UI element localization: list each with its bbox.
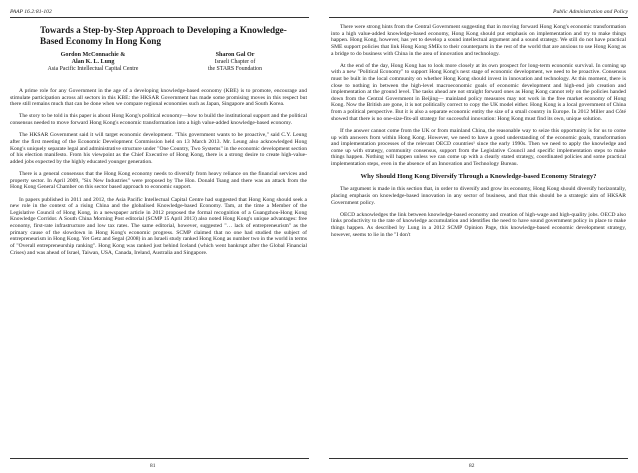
- paragraph: OECD acknowledges the link between knowledge-based economy and creation of high-wage and high-quality jobs. OECD also links productivity to the rate of knowledge accumulation and identifies the need to have sound government policy in place to make things happen. As described by Lung in a 2012 SCMP Opinion Page, this knowledge-based economic development strategy, however, seems to lie in the "I don't: [331, 211, 626, 238]
- left-body: [10, 88, 307, 262]
- header-rule-left: [10, 17, 309, 18]
- author-name: Alan K. L. Lung: [71, 59, 115, 65]
- page-number-left: 81: [150, 463, 156, 469]
- running-head-right: Public Administration and Policy: [553, 9, 628, 15]
- paragraph: In papers published in 2011 and 2012, the Asia Pacific Intellectual Capital Centre had suggested that Hong Kong should seek a new role in the context of a rising China and the globalised Knowledge-based Economy. Tam, at the time a Member of the Legislative Council of Hong Kong, in a newspaper article in 2012 proposed the formal recognition of a Guangzhou-Hong Kong Knowledge Corridor. A South China Morning Post editorial (SCMP 15 April 2013) also noted Hong Kong's unique advantages: free economy, first-rate infrastructure and low tax rates. The same editorial, however, suggested "… lack of entrepreneurism" as the primary cause of the slowdown in Hong Kong's economic progress. SCMP claimed that no one had studied the subject of entrepreneurism in Hong Kong. Yet Getz and Segal (2008) in an Israeli study ranked Hong Kong as number two in the world in terms of "Overall entrepreneurship ranking". Hong Kong was ranked just behind Iceland (which went bankrupt after the Global Financial Crises) and was ahead of Israel, Taiwan, USA, Canada, Ireland, Australia and Singapore.: [10, 196, 307, 256]
- paragraph: The HKSAR Government said it will target economic development. "This government wants to be proactive," said C.Y. Leung after the first meeting of the Economic Development Commission held on 13 March 2013. Mr. Leung also acknowledged Hong Kong's uniquely separate legal and administrative structure under "One Country, Two Systems" in the economic development section of his election manifesto. From his viewpoint as the Chief Executive of Hong Kong, there is a strong desire to create high-value-added jobs expected by the highly educated younger generation.: [10, 132, 307, 165]
- paragraph: The argument is made in this section that, in order to diversify and grow its economy, Hong Kong should diversify horizontally, placing emphasis on knowledge-based innovation in any sector of business, and that this should be a strategic aim of HKSAR Government policy.: [331, 186, 626, 206]
- right-body: [331, 24, 626, 244]
- paragraph: There were strong hints from the Central Government suggesting that in moving forward Hong Kong's economic transformation into a high value-added knowledge-based economy, Hong Kong should put emphasis on implementation and try to make things happen. Hong Kong, however, has yet to develop a sound intellectual argument and a sound strategy. We still do not have practical SME support policies that link Hong Kong SMEs to their counterparts in the rest of the world that are anxious to use Hong Kong as a bridge to do business with China in the area of innovation and technology.: [331, 24, 626, 57]
- footer-rule-right: [329, 458, 628, 459]
- right-page: [319, 0, 638, 473]
- page-number-right: 82: [469, 463, 475, 469]
- section-heading: Why Should Hong Kong Diversify Through a Knowledge-based Economy Strategy?: [360, 173, 597, 181]
- paragraph: The story to be told in this paper is about Hong Kong's political economy—how to build the institutional support and the political consensus needed to move forward Hong Kong's economic transformation into a high value-added knowledge-based economy.: [10, 113, 307, 127]
- author-name: Gordon McConnachie &: [60, 52, 126, 58]
- paper-title: Towards a Step-by-Step Approach to Developing a Knowledge-Based Economy In Hong Kong: [40, 25, 287, 46]
- author-block-2: [180, 52, 290, 73]
- paragraph: At the end of the day, Hong Kong has to look more closely at its own prospect for long-term economic survival. In coming up with a new "Political Economy" to support Hong Kong's next stage of economic development, we need to be proactive. Consensus must be built in the local community on whether Hong Kong should invest in innovation and technology. At this moment, there is close to nothing in between the high-level macroeconomic goals of economic development and high-end job creation and implementation at the ground level. The tasks ahead are not straight forward ones as Hong Kong cannot rely on the policies handed down from the Central Government in Beijing— mainland policy measures may not work in the free market economy of Hong Kong. Now the British are gone, it is not politically correct to copy the UK model either. Hong Kong is a local government of China from a political perspective. But it is also a separate economic entity the size of a small country in Europe. In 2012 Miller and Côté showed that there is no one-size-fits-all strategy for successful innovation: Hong Kong must find its own, unique solution.: [331, 62, 626, 122]
- author-affiliation: Israeli Chapter of: [214, 59, 256, 65]
- paragraph: If the answer cannot come from the UK or from mainland China, the reasonable way to seize this opportunity is for us to come up with answers from within Hong Kong. However, we need to have a good understanding of the economic goals, transformation and implementation processes of the relevant OECD countries¹ since the early 1990s. Then we need to apply the knowledge and come up with strategy, community consensus, support from the Legislative Council and specific implementation steps to make things happen. Nothing will happen unless we can come up with a clearly stated strategy, coordinated policies and some practical implementation steps, even in the absence of an Innovation and Technology Bureau.: [331, 127, 626, 168]
- running-head-left: PAAP 16.2:81-102: [10, 9, 52, 15]
- header-rule-right: [329, 17, 628, 18]
- paragraph: A prime role for any Government in the age of a developing knowledge-based economy (KBE) is to promote, encourage and stimulate participation across all sectors in this KBE: the HKSAR Government has made some promising moves in this respect but there still remains much that can be done when we compare regional economies such as Japan, Singapore and South Korea.: [10, 88, 307, 108]
- author-name: Sharon Gal Or: [215, 52, 255, 58]
- author-affiliation: the STARS Foundation: [208, 66, 262, 72]
- footer-rule-left: [10, 458, 309, 459]
- paragraph: There is a general consensus that the Hong Kong economy needs to diversify from heavy reliance on the financial services and property sector. In April 2009, "Six New Industries" were proposed by The Hon. Donald Tsang and there was an attack from the Hong Kong General Chamber on this sector based approach to economic support.: [10, 171, 307, 191]
- author-affiliation: Asia Pacific Intellectual Capital Centre: [47, 66, 139, 72]
- author-block-1: [28, 52, 158, 73]
